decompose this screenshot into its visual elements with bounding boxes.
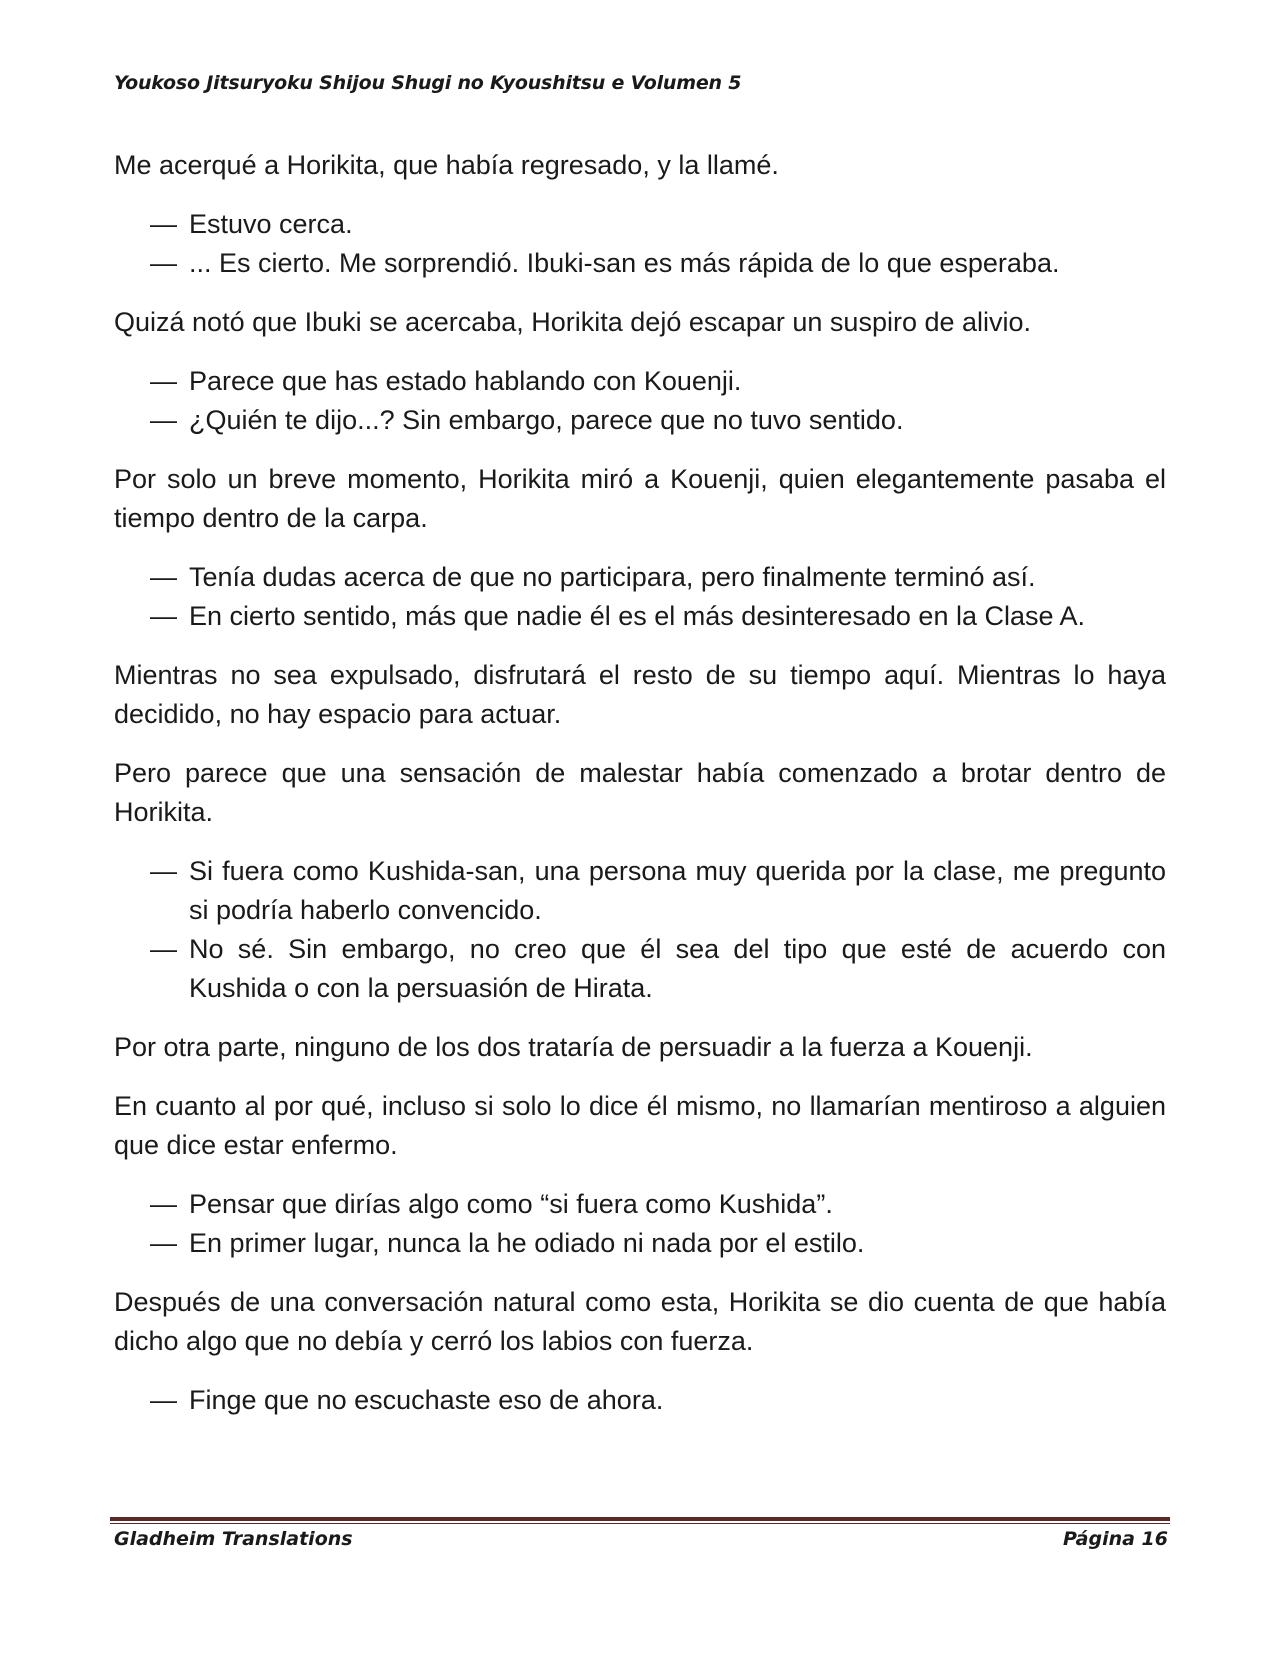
dialogue-text: Parece que has estado hablando con Kouenji. bbox=[189, 366, 742, 396]
dialogue-line bbox=[114, 930, 1166, 1008]
dialogue-line bbox=[114, 362, 1166, 401]
em-dash-marker: — bbox=[150, 601, 177, 631]
paragraph: Me acerqué a Horikita, que había regresado, y la llamé. bbox=[114, 150, 779, 180]
em-dash-marker: — bbox=[150, 209, 177, 239]
dialogue-group bbox=[114, 852, 1166, 1008]
em-dash-marker: — bbox=[150, 1385, 177, 1415]
em-dash-marker: — bbox=[150, 366, 177, 396]
paragraph: Mientras no sea expulsado, disfrutará el resto de su tiempo aquí. Mientras lo haya decidido, no hay espacio para actuar. bbox=[114, 660, 1166, 729]
em-dash-marker: — bbox=[150, 1228, 177, 1258]
em-dash-marker: — bbox=[150, 248, 177, 278]
em-dash-marker: — bbox=[150, 405, 177, 435]
paragraph: En cuanto al por qué, incluso si solo lo dice él mismo, no llamarían mentiroso a alguien que dice estar enfermo. bbox=[114, 1091, 1166, 1160]
em-dash-marker: — bbox=[150, 562, 177, 592]
dialogue-text: No sé. Sin embargo, no creo que él sea del tipo que esté de acuerdo con Kushida o con la persuasión de Hirata. bbox=[189, 934, 1166, 1003]
dialogue-group bbox=[114, 205, 1166, 283]
dialogue-text: En cierto sentido, más que nadie él es el más desinteresado en la Clase A. bbox=[189, 601, 1086, 631]
paragraph: Por otra parte, ninguno de los dos trataría de persuadir a la fuerza a Kouenji. bbox=[114, 1032, 1033, 1062]
paragraph: Quizá notó que Ibuki se acercaba, Horikita dejó escapar un suspiro de alivio. bbox=[114, 307, 1032, 337]
dialogue-line bbox=[114, 558, 1166, 597]
em-dash-marker: — bbox=[150, 1189, 177, 1219]
dialogue-text: Si fuera como Kushida-san, una persona muy querida por la clase, me pregunto si podría haberlo convencido. bbox=[189, 856, 1166, 925]
dialogue-text: Estuvo cerca. bbox=[189, 209, 353, 239]
footer-divider bbox=[110, 1517, 1170, 1524]
dialogue-line bbox=[114, 401, 1166, 440]
dialogue-group bbox=[114, 1185, 1166, 1263]
em-dash-marker: — bbox=[150, 856, 177, 886]
dialogue-group bbox=[114, 1381, 1166, 1420]
dialogue-line bbox=[114, 1381, 1166, 1420]
dialogue-line bbox=[114, 205, 1166, 244]
dialogue-text: Tenía dudas acerca de que no participara, pero finalmente terminó así. bbox=[189, 562, 1036, 592]
dialogue-group bbox=[114, 558, 1166, 636]
paragraph: Pero parece que una sensación de malestar había comenzado a brotar dentro de Horikita. bbox=[114, 758, 1166, 827]
dialogue-text: ¿Quién te dijo...? Sin embargo, parece que no tuvo sentido. bbox=[189, 405, 904, 435]
dialogue-line bbox=[114, 1185, 1166, 1224]
em-dash-marker: — bbox=[150, 934, 177, 964]
dialogue-text: ... Es cierto. Me sorprendió. Ibuki-san es más rápida de lo que esperaba. bbox=[189, 248, 1060, 278]
dialogue-text: En primer lugar, nunca la he odiado ni nada por el estilo. bbox=[189, 1228, 865, 1258]
page-number: Página 16 bbox=[1062, 1528, 1168, 1550]
paragraph: Después de una conversación natural como esta, Horikita se dio cuenta de que había dicho algo que no debía y cerró los labios con fuerza. bbox=[114, 1287, 1166, 1356]
dialogue-text: Pensar que dirías algo como “si fuera como Kushida”. bbox=[189, 1189, 833, 1219]
paragraph: Por solo un breve momento, Horikita miró a Kouenji, quien elegantemente pasaba el tiempo dentro de la carpa. bbox=[114, 464, 1166, 533]
dialogue-line bbox=[114, 1224, 1166, 1263]
dialogue-group bbox=[114, 362, 1166, 440]
dialogue-line bbox=[114, 852, 1166, 930]
footer-credit: Gladheim Translations bbox=[114, 1528, 353, 1550]
page-body bbox=[114, 146, 1166, 1440]
page-header-title: Youkoso Jitsuryoku Shijou Shugi no Kyoushitsu e Volumen 5 bbox=[114, 72, 742, 94]
dialogue-line bbox=[114, 244, 1166, 283]
dialogue-text: Finge que no escuchaste eso de ahora. bbox=[189, 1385, 664, 1415]
dialogue-line bbox=[114, 597, 1166, 636]
